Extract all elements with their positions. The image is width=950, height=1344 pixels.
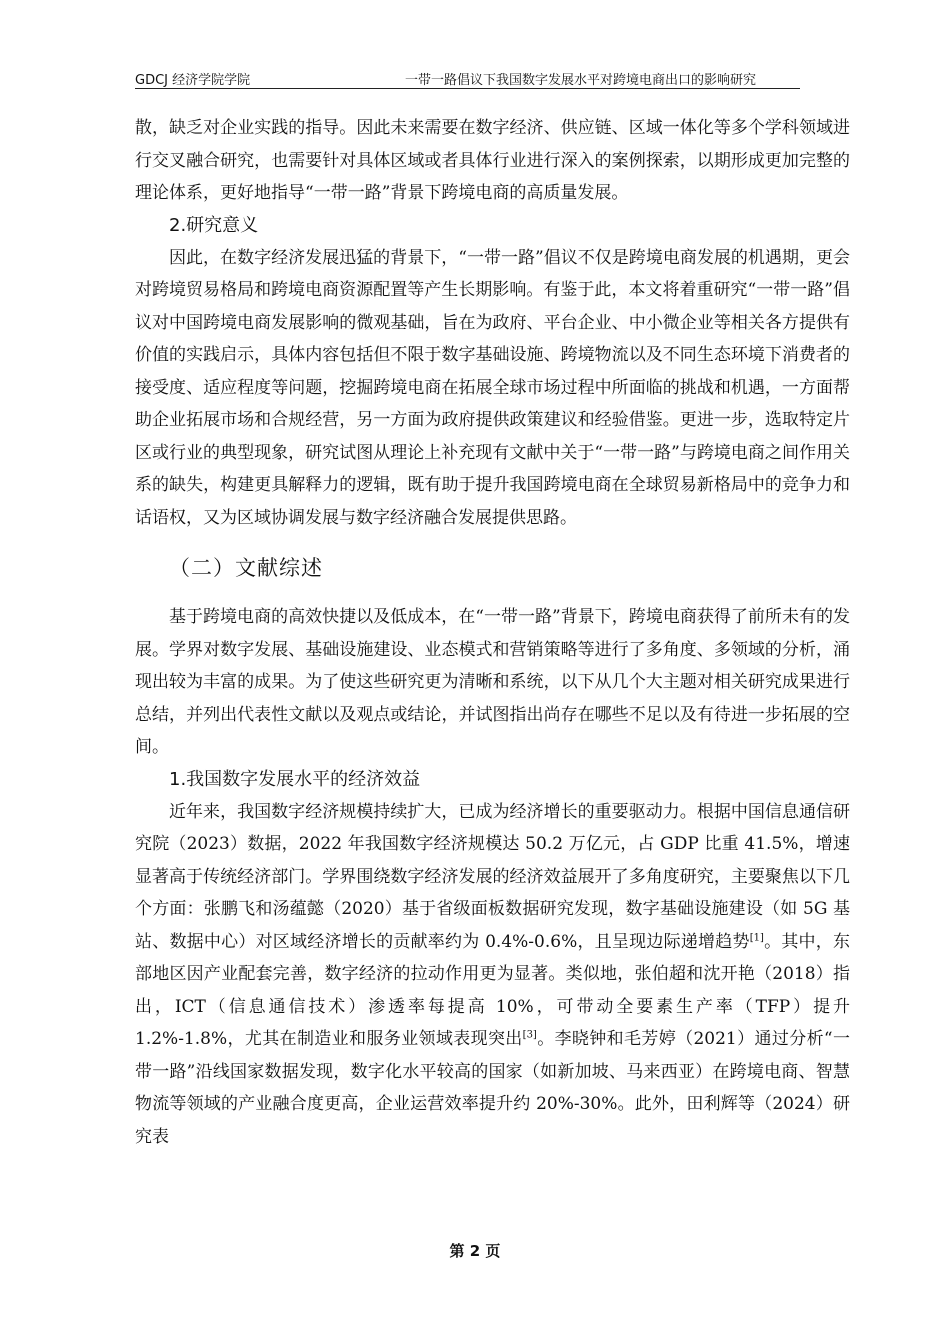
text-segment: 。李晓钟和毛芳婷（2021）通过分析“一带一路”沿线国家数据发现，数字化水平较高的国家（如新加坡、马来西亚）在跨境电商、智慧物流等领域的产业融合度更高，企业运营效率提升约 20%-30%。此外，田利辉等（2024）研究表 (135, 1029, 850, 1147)
heading-literature-review: （二）文献综述 (169, 556, 323, 580)
header-title: 一带一路倡议下我国数字发展水平对跨境电商出口的影响研究 (405, 73, 757, 88)
text-segment: 。其中，东部地区因产业配套完善，数字经济的拉动作用更为显著。类似地，张伯超和沈开艳（2018）指出，ICT（信息通信技术）渗透率每提高 10%，可带动全要素生产率（TFP）提升 1.2%-1.8%，尤其在制造业和服务业领域表现突出 (135, 931, 850, 1049)
citation-3: [3] (522, 1029, 537, 1041)
page-number: 第 2 页 (449, 1242, 501, 1260)
text-segment: 近年来，我国数字经济规模持续扩大，已成为经济增长的重要驱动力。根据中国信息通信研究院（2023）数据，2022 年我国数字经济规模达 50.2 万亿元，占 GDP 比重 41.5%，增速显著高于传统经济部门。学界围绕数字经济发展的经济效益展开了多角度研究，主要聚焦以下几个方面：张鹏飞和汤蕴懿（2020）基于省级面板数据研究发现，数字基础设施建设（如 5G 基站、数据中心）对区域经济增长的贡献率约为 0.4%-0.6%，且呈现边际递增趋势 (135, 801, 850, 952)
paragraph-economic-benefits (135, 796, 850, 1154)
running-header (135, 66, 800, 89)
heading-economic-benefits: 1.我国数字发展水平的经济效益 (169, 768, 421, 790)
page-body (135, 112, 850, 1153)
header-institution: GDCJ 经济学院学院 (135, 73, 251, 88)
citation-1: [1] (749, 931, 764, 943)
paragraph-review-intro: 基于跨境电商的高效快捷以及低成本，在“一带一路”背景下，跨境电商获得了前所未有的发展。学界对数字发展、基础设施建设、业态模式和营销策略等进行了多角度、多领域的分析，涌现出较为丰富的成果。为了使这些研究更为清晰和系统，以下从几个大主题对相关研究成果进行总结，并列出代表性文献以及观点或结论，并试图指出尚存在哪些不足以及有待进一步拓展的空间。 (135, 607, 850, 757)
paragraph-continued: 散，缺乏对企业实践的指导。因此未来需要在数字经济、供应链、区域一体化等多个学科领域进行交叉融合研究，也需要针对具体区域或者具体行业进行深入的案例探索，以期形成更加完整的理论体系，更好地指导“一带一路”背景下跨境电商的高质量发展。 (135, 118, 850, 203)
paragraph-significance: 因此，在数字经济发展迅猛的背景下，“一带一路”倡议不仅是跨境电商发展的机遇期，更会对跨境贸易格局和跨境电商资源配置等产生长期影响。有鉴于此，本文将着重研究“一带一路”倡议对中国跨境电商发展影响的微观基础，旨在为政府、平台企业、中小微企业等相关各方提供有价值的实践启示，具体内容包括但不限于数字基础设施、跨境物流以及不同生态环境下消费者的接受度、适应程度等问题，挖掘跨境电商在拓展全球市场过程中所面临的挑战和机遇，一方面帮助企业拓展市场和合规经营，另一方面为政府提供政策建议和经验借鉴。更进一步，选取特定片区或行业的典型现象，研究试图从理论上补充现有文献中关于“一带一路”与跨境电商之间作用关系的缺失，构建更具解释力的逻辑，既有助于提升我国跨境电商在全球贸易新格局中的竞争力和话语权，又为区域协调发展与数字经济融合发展提供思路。 (135, 247, 850, 528)
heading-research-significance: 2.研究意义 (169, 214, 259, 236)
